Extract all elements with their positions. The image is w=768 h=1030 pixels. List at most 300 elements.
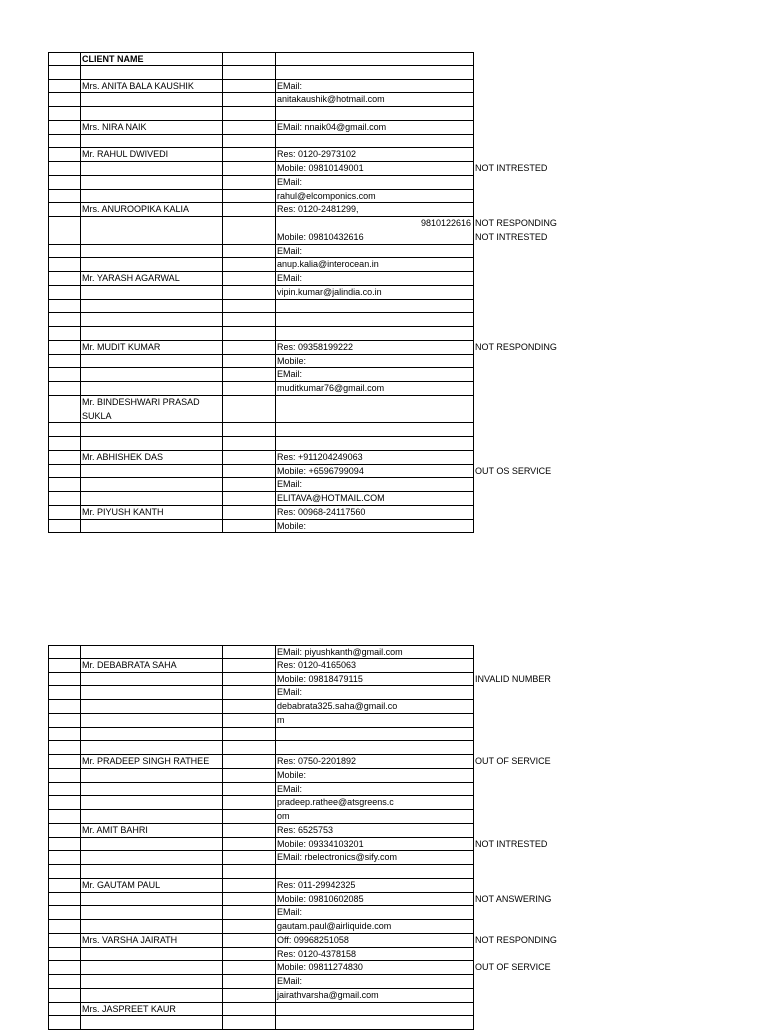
table-row bbox=[0, 824, 768, 838]
blank-cell bbox=[222, 410, 275, 424]
contact-cell bbox=[275, 327, 474, 341]
client-name-cell bbox=[80, 245, 222, 259]
table-row bbox=[0, 645, 768, 659]
contact-cell: rahul@elcomponics.com bbox=[275, 190, 474, 204]
index-cell bbox=[48, 300, 80, 314]
status-note bbox=[474, 107, 674, 121]
blank-cell bbox=[222, 893, 275, 907]
index-cell bbox=[48, 437, 80, 451]
index-cell bbox=[48, 272, 80, 286]
blank-cell bbox=[222, 162, 275, 176]
blank-cell bbox=[222, 934, 275, 948]
blank-cell bbox=[222, 755, 275, 769]
client-name-cell bbox=[80, 961, 222, 975]
blank-cell bbox=[222, 341, 275, 355]
table-row bbox=[0, 148, 768, 162]
blank-cell bbox=[222, 492, 275, 506]
client-name-cell bbox=[80, 437, 222, 451]
blank-cell bbox=[222, 769, 275, 783]
index-cell bbox=[48, 217, 80, 231]
blank-cell bbox=[222, 66, 275, 80]
blank-cell bbox=[222, 93, 275, 107]
blank-cell bbox=[222, 355, 275, 369]
table-row bbox=[0, 506, 768, 520]
blank-cell bbox=[222, 948, 275, 962]
table-row bbox=[0, 203, 768, 217]
status-note bbox=[474, 520, 674, 534]
blank-cell bbox=[222, 741, 275, 755]
client-name-cell bbox=[80, 327, 222, 341]
table-row bbox=[0, 1016, 768, 1030]
client-name-cell bbox=[80, 700, 222, 714]
client-name-cell bbox=[80, 1016, 222, 1030]
table-row bbox=[0, 465, 768, 479]
client-name-cell bbox=[80, 231, 222, 245]
index-cell bbox=[48, 203, 80, 217]
index-cell bbox=[48, 327, 80, 341]
index-cell bbox=[48, 492, 80, 506]
status-note bbox=[474, 948, 674, 962]
status-note bbox=[474, 659, 674, 673]
contact-cell: EMail: bbox=[275, 906, 474, 920]
client-name-cell: Mr. PIYUSH KANTH bbox=[80, 506, 222, 520]
blank-cell bbox=[222, 368, 275, 382]
status-note bbox=[474, 989, 674, 1003]
table-row bbox=[0, 341, 768, 355]
table-row bbox=[0, 382, 768, 396]
index-cell bbox=[48, 341, 80, 355]
table-row bbox=[0, 355, 768, 369]
status-note bbox=[474, 796, 674, 810]
blank-cell bbox=[222, 286, 275, 300]
status-note bbox=[474, 148, 674, 162]
index-cell bbox=[48, 920, 80, 934]
table-row bbox=[0, 700, 768, 714]
index-cell bbox=[48, 382, 80, 396]
table-row bbox=[0, 714, 768, 728]
index-cell bbox=[48, 728, 80, 742]
client-name-cell bbox=[80, 217, 222, 231]
client-name-cell: Mr. DEBABRATA SAHA bbox=[80, 659, 222, 673]
blank-cell bbox=[222, 520, 275, 534]
status-note bbox=[474, 920, 674, 934]
status-note bbox=[474, 478, 674, 492]
table-row bbox=[0, 451, 768, 465]
index-cell bbox=[48, 824, 80, 838]
status-note bbox=[474, 1016, 674, 1030]
blank-cell bbox=[222, 920, 275, 934]
index-cell bbox=[48, 989, 80, 1003]
table-row bbox=[0, 796, 768, 810]
table-row bbox=[0, 396, 768, 410]
status-note bbox=[474, 52, 674, 66]
status-note bbox=[474, 258, 674, 272]
table-row bbox=[0, 893, 768, 907]
index-cell bbox=[48, 796, 80, 810]
client-name-cell bbox=[80, 865, 222, 879]
index-cell bbox=[48, 66, 80, 80]
client-name-cell bbox=[80, 423, 222, 437]
blank-cell bbox=[222, 437, 275, 451]
status-note: NOT RESPONDING bbox=[475, 934, 557, 945]
contact-cell bbox=[275, 728, 474, 742]
blank-cell bbox=[222, 879, 275, 893]
contact-cell bbox=[275, 865, 474, 879]
contact-cell: Mobile: 09334103201 bbox=[275, 838, 474, 852]
contact-cell bbox=[275, 1016, 474, 1030]
status-note bbox=[474, 741, 674, 755]
client-name-cell bbox=[80, 975, 222, 989]
blank-cell bbox=[222, 203, 275, 217]
client-name-cell: Mrs. VARSHA JAIRATH bbox=[80, 934, 222, 948]
blank-cell bbox=[222, 686, 275, 700]
index-cell bbox=[48, 645, 80, 659]
blank-cell bbox=[222, 272, 275, 286]
status-note: NOT RESPONDING bbox=[475, 218, 557, 228]
status-note bbox=[474, 714, 674, 728]
contact-cell: debabrata325.saha@gmail.co bbox=[275, 700, 474, 714]
blank-cell bbox=[222, 80, 275, 94]
table-row bbox=[0, 52, 768, 66]
index-cell bbox=[48, 1016, 80, 1030]
client-name-cell bbox=[80, 313, 222, 327]
contact-cell: Res: 011-29942325 bbox=[275, 879, 474, 893]
client-name-cell: Mr. RAHUL DWIVEDI bbox=[80, 148, 222, 162]
status-note bbox=[474, 783, 674, 797]
contact-cell: Mobile: bbox=[275, 355, 474, 369]
contact-cell: Mobile: 09810602085 bbox=[275, 893, 474, 907]
status-note bbox=[474, 851, 674, 865]
table-row bbox=[0, 810, 768, 824]
index-cell bbox=[48, 231, 80, 245]
contact-cell: Res: 09358199222 bbox=[275, 341, 474, 355]
contact-cell bbox=[275, 437, 474, 451]
client-name-cell bbox=[80, 893, 222, 907]
blank-cell bbox=[222, 190, 275, 204]
index-cell bbox=[48, 700, 80, 714]
client-name-cell bbox=[80, 465, 222, 479]
table-row bbox=[0, 728, 768, 742]
table-row bbox=[0, 686, 768, 700]
status-note bbox=[474, 176, 674, 190]
client-name-cell: Mr. GAUTAM PAUL bbox=[80, 879, 222, 893]
contact-cell: Off: 09968251058 bbox=[275, 934, 474, 948]
index-cell bbox=[48, 783, 80, 797]
client-name-cell bbox=[80, 258, 222, 272]
client-name-cell bbox=[80, 741, 222, 755]
table-row bbox=[0, 851, 768, 865]
table-row bbox=[0, 176, 768, 190]
index-cell bbox=[48, 245, 80, 259]
status-note bbox=[474, 975, 674, 989]
index-cell bbox=[48, 961, 80, 975]
index-cell bbox=[48, 686, 80, 700]
status-note bbox=[474, 645, 674, 659]
contact-cell: ELITAVA@HOTMAIL.COM bbox=[275, 492, 474, 506]
index-cell bbox=[48, 934, 80, 948]
table-row bbox=[0, 231, 768, 245]
contact-cell: Mobile: 09818479115 bbox=[275, 673, 474, 687]
blank-cell bbox=[222, 148, 275, 162]
index-cell bbox=[48, 451, 80, 465]
status-note bbox=[474, 203, 674, 217]
table-row bbox=[0, 948, 768, 962]
status-note bbox=[474, 810, 674, 824]
status-note bbox=[474, 865, 674, 879]
client-name-cell bbox=[80, 492, 222, 506]
table-row bbox=[0, 66, 768, 80]
client-name-cell: Mr. ABHISHEK DAS bbox=[80, 451, 222, 465]
index-cell bbox=[48, 838, 80, 852]
index-cell bbox=[48, 368, 80, 382]
contact-cell: Mobile: bbox=[275, 520, 474, 534]
client-name-cell bbox=[80, 135, 222, 149]
contact-cell: m bbox=[275, 714, 474, 728]
blank-cell bbox=[222, 300, 275, 314]
contact-cell: Res: 6525753 bbox=[275, 824, 474, 838]
status-note bbox=[474, 382, 674, 396]
index-cell bbox=[48, 1003, 80, 1017]
index-cell bbox=[48, 258, 80, 272]
index-cell bbox=[48, 52, 80, 66]
index-cell bbox=[48, 478, 80, 492]
index-cell bbox=[48, 975, 80, 989]
table-row bbox=[0, 135, 768, 149]
client-name-cell bbox=[80, 382, 222, 396]
index-cell bbox=[48, 879, 80, 893]
table-row bbox=[0, 755, 768, 769]
client-name-cell bbox=[80, 728, 222, 742]
index-cell bbox=[48, 865, 80, 879]
contact-cell bbox=[275, 423, 474, 437]
status-note bbox=[474, 135, 674, 149]
status-note bbox=[474, 245, 674, 259]
contact-cell bbox=[275, 66, 474, 80]
blank-cell bbox=[222, 975, 275, 989]
table-row bbox=[0, 838, 768, 852]
contact-cell: EMail: rbelectronics@sify.com bbox=[275, 851, 474, 865]
table-row bbox=[0, 162, 768, 176]
contact-cell bbox=[275, 410, 474, 424]
table-row bbox=[0, 300, 768, 314]
table-row bbox=[0, 423, 768, 437]
index-cell bbox=[48, 659, 80, 673]
contact-cell: Res: 0120-2973102 bbox=[275, 148, 474, 162]
table-row bbox=[0, 989, 768, 1003]
table-row bbox=[0, 975, 768, 989]
client-name-cell: Mrs. JASPREET KAUR bbox=[80, 1003, 222, 1017]
blank-cell bbox=[222, 865, 275, 879]
blank-cell bbox=[222, 382, 275, 396]
status-note bbox=[474, 355, 674, 369]
index-cell bbox=[48, 176, 80, 190]
status-note: NOT INTRESTED bbox=[475, 838, 548, 849]
client-name-cell bbox=[80, 686, 222, 700]
client-name-cell bbox=[80, 851, 222, 865]
client-name-cell bbox=[80, 645, 222, 659]
contact-cell: Mobile: 09810432616 bbox=[275, 231, 474, 245]
blank-cell bbox=[222, 107, 275, 121]
client-name-cell: Mr. MUDIT KUMAR bbox=[80, 341, 222, 355]
status-note bbox=[474, 300, 674, 314]
status-note bbox=[474, 686, 674, 700]
status-note bbox=[474, 80, 674, 94]
index-cell bbox=[48, 135, 80, 149]
index-cell bbox=[48, 107, 80, 121]
status-note: NOT INTRESTED bbox=[475, 163, 548, 173]
table-row bbox=[0, 368, 768, 382]
client-name-cell bbox=[80, 920, 222, 934]
status-note bbox=[474, 879, 674, 893]
blank-cell bbox=[222, 714, 275, 728]
contact-cell: EMail: bbox=[275, 686, 474, 700]
client-name-cell bbox=[80, 989, 222, 1003]
status-note bbox=[474, 121, 674, 135]
table-row bbox=[0, 659, 768, 673]
blank-cell bbox=[222, 231, 275, 245]
status-note: NOT ANSWERING bbox=[475, 893, 552, 904]
client-name-cell bbox=[80, 948, 222, 962]
contact-cell bbox=[275, 107, 474, 121]
table-row bbox=[0, 93, 768, 107]
blank-cell bbox=[222, 217, 275, 231]
contact-cell: EMail: piyushkanth@gmail.com bbox=[275, 645, 474, 659]
contact-cell: muditkumar76@gmail.com bbox=[275, 382, 474, 396]
blank-cell bbox=[222, 258, 275, 272]
contact-cell: Res: 0120-2481299, bbox=[275, 203, 474, 217]
status-note bbox=[474, 906, 674, 920]
contact-cell: pradeep.rathee@atsgreens.c bbox=[275, 796, 474, 810]
index-cell bbox=[48, 410, 80, 424]
client-name-cell: Mr. AMIT BAHRI bbox=[80, 824, 222, 838]
table-row bbox=[0, 961, 768, 975]
client-name-cell: Mr. BINDESHWARI PRASAD bbox=[80, 396, 222, 410]
blank-cell bbox=[222, 465, 275, 479]
blank-cell bbox=[222, 728, 275, 742]
contact-cell bbox=[275, 1003, 474, 1017]
index-cell bbox=[48, 506, 80, 520]
status-note bbox=[474, 66, 674, 80]
blank-cell bbox=[222, 423, 275, 437]
index-cell bbox=[48, 769, 80, 783]
index-cell bbox=[48, 396, 80, 410]
table-row bbox=[0, 769, 768, 783]
client-name-cell bbox=[80, 190, 222, 204]
contact-cell: anup.kalia@interocean.in bbox=[275, 258, 474, 272]
blank-cell bbox=[222, 961, 275, 975]
status-note bbox=[474, 410, 674, 424]
table-row bbox=[0, 478, 768, 492]
contact-cell: vipin.kumar@jalindia.co.in bbox=[275, 286, 474, 300]
table-row bbox=[0, 190, 768, 204]
contact-cell bbox=[275, 313, 474, 327]
status-note bbox=[474, 190, 674, 204]
blank-cell bbox=[222, 989, 275, 1003]
client-name-cell bbox=[80, 300, 222, 314]
client-name-cell: Mrs. ANUROOPIKA KALIA bbox=[80, 203, 222, 217]
contact-cell: om bbox=[275, 810, 474, 824]
contact-cell: Res: 0120-4165063 bbox=[275, 659, 474, 673]
contact-cell: EMail: nnaik04@gmail.com bbox=[275, 121, 474, 135]
blank-cell bbox=[222, 451, 275, 465]
index-cell bbox=[48, 148, 80, 162]
table-row bbox=[0, 286, 768, 300]
blank-cell bbox=[222, 645, 275, 659]
contact-cell: EMail: bbox=[275, 783, 474, 797]
client-name-cell bbox=[80, 783, 222, 797]
table-row bbox=[0, 437, 768, 451]
table-row bbox=[0, 934, 768, 948]
status-note: NOT RESPONDING bbox=[475, 341, 557, 352]
client-name-cell bbox=[80, 478, 222, 492]
contact-cell: gautam.paul@airliquide.com bbox=[275, 920, 474, 934]
contact-cell bbox=[275, 396, 474, 410]
status-note bbox=[474, 396, 674, 410]
contact-cell: Mobile: bbox=[275, 769, 474, 783]
blank-cell bbox=[222, 838, 275, 852]
client-name-cell bbox=[80, 286, 222, 300]
blank-cell bbox=[222, 824, 275, 838]
status-note: INVALID NUMBER bbox=[475, 673, 551, 684]
index-cell bbox=[48, 851, 80, 865]
contact-cell: EMail: bbox=[275, 368, 474, 382]
client-name-cell bbox=[80, 838, 222, 852]
blank-cell bbox=[222, 783, 275, 797]
contact-cell: EMail: bbox=[275, 245, 474, 259]
index-cell bbox=[48, 673, 80, 687]
index-cell bbox=[48, 948, 80, 962]
blank-cell bbox=[222, 810, 275, 824]
contact-cell: jairathvarsha@gmail.com bbox=[275, 989, 474, 1003]
index-cell bbox=[48, 121, 80, 135]
table-row bbox=[0, 906, 768, 920]
status-note bbox=[474, 492, 674, 506]
client-name-cell bbox=[80, 673, 222, 687]
blank-cell bbox=[222, 396, 275, 410]
contact-cell: 9810122616 bbox=[275, 217, 474, 231]
blank-cell bbox=[222, 478, 275, 492]
client-name-cell: Mrs. NIRA NAIK bbox=[80, 121, 222, 135]
client-name-cell bbox=[80, 93, 222, 107]
blank-cell bbox=[222, 245, 275, 259]
status-note: NOT INTRESTED bbox=[475, 231, 548, 242]
client-name-cell bbox=[80, 107, 222, 121]
contact-cell: anitakaushik@hotmail.com bbox=[275, 93, 474, 107]
blank-cell bbox=[222, 659, 275, 673]
table-row bbox=[0, 492, 768, 506]
blank-cell bbox=[222, 52, 275, 66]
blank-cell bbox=[222, 1003, 275, 1017]
index-cell bbox=[48, 93, 80, 107]
contact-cell bbox=[275, 741, 474, 755]
blank-cell bbox=[222, 176, 275, 190]
status-note bbox=[474, 286, 674, 300]
client-name-cell: Mrs. ANITA BALA KAUSHIK bbox=[80, 80, 222, 94]
contact-cell: Res: 00968-24117560 bbox=[275, 506, 474, 520]
contact-cell: Mobile: 09811274830 bbox=[275, 961, 474, 975]
status-note bbox=[474, 506, 674, 520]
client-name-cell bbox=[80, 810, 222, 824]
table-row bbox=[0, 920, 768, 934]
status-note bbox=[474, 1003, 674, 1017]
contact-cell: Res: 0120-4378158 bbox=[275, 948, 474, 962]
status-note: OUT OS SERVICE bbox=[475, 465, 552, 476]
table-row bbox=[0, 121, 768, 135]
table-row bbox=[0, 245, 768, 259]
contact-cell: EMail: bbox=[275, 176, 474, 190]
client-name-cell bbox=[80, 520, 222, 534]
status-note bbox=[474, 368, 674, 382]
